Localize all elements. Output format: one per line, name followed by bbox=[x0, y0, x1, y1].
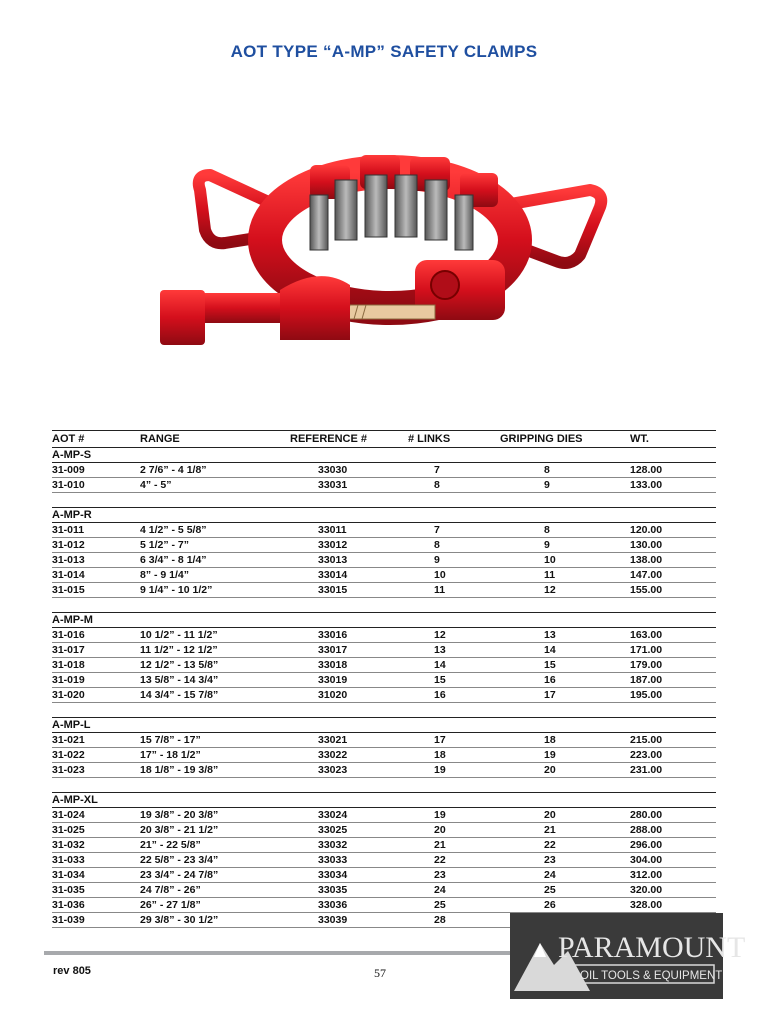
cell-aot-number: 31-014 bbox=[52, 568, 140, 583]
cell-links: 12 bbox=[408, 628, 500, 643]
cell-aot-number: 31-021 bbox=[52, 733, 140, 748]
group-spacer bbox=[52, 703, 716, 718]
cell-weight: 179.00 bbox=[630, 658, 716, 673]
group-spacer bbox=[52, 778, 716, 793]
cell-gripping-dies: 14 bbox=[500, 643, 630, 658]
table-row bbox=[52, 463, 716, 478]
cell-aot-number: 31-016 bbox=[52, 628, 140, 643]
cell-links: 17 bbox=[408, 733, 500, 748]
cell-gripping-dies: 9 bbox=[500, 478, 630, 493]
cell-reference-number: 33023 bbox=[290, 763, 408, 778]
cell-gripping-dies: 12 bbox=[500, 583, 630, 598]
clamp-spec-table bbox=[52, 430, 716, 928]
group-name: A-MP-S bbox=[52, 448, 716, 463]
table-row bbox=[52, 868, 716, 883]
group-name: A-MP-R bbox=[52, 508, 716, 523]
table-row bbox=[52, 658, 716, 673]
cell-gripping-dies: 22 bbox=[500, 838, 630, 853]
cell-weight: 163.00 bbox=[630, 628, 716, 643]
cell-range: 22 5/8” - 23 3/4” bbox=[140, 853, 290, 868]
cell-aot-number: 31-009 bbox=[52, 463, 140, 478]
cell-aot-number: 31-024 bbox=[52, 808, 140, 823]
cell-links: 19 bbox=[408, 763, 500, 778]
cell-links: 13 bbox=[408, 643, 500, 658]
cell-weight: 215.00 bbox=[630, 733, 716, 748]
table-row bbox=[52, 688, 716, 703]
paramount-logo bbox=[510, 913, 746, 999]
group-name: A-MP-L bbox=[52, 718, 716, 733]
table-row bbox=[52, 838, 716, 853]
cell-reference-number: 33014 bbox=[290, 568, 408, 583]
cell-weight: 187.00 bbox=[630, 673, 716, 688]
cell-reference-number: 33019 bbox=[290, 673, 408, 688]
cell-range: 5 1/2” - 7” bbox=[140, 538, 290, 553]
cell-gripping-dies: 20 bbox=[500, 808, 630, 823]
cell-range: 4 1/2” - 5 5/8” bbox=[140, 523, 290, 538]
cell-links: 18 bbox=[408, 748, 500, 763]
table-row bbox=[52, 748, 716, 763]
cell-reference-number: 33021 bbox=[290, 733, 408, 748]
spacer-cell bbox=[52, 493, 716, 508]
cell-reference-number: 33030 bbox=[290, 463, 408, 478]
cell-gripping-dies: 10 bbox=[500, 553, 630, 568]
cell-aot-number: 31-032 bbox=[52, 838, 140, 853]
cell-links: 7 bbox=[408, 523, 500, 538]
cell-range: 10 1/2” - 11 1/2” bbox=[140, 628, 290, 643]
cell-links: 21 bbox=[408, 838, 500, 853]
cell-aot-number: 31-010 bbox=[52, 478, 140, 493]
cell-links: 19 bbox=[408, 808, 500, 823]
cell-range: 20 3/8” - 21 1/2” bbox=[140, 823, 290, 838]
cell-weight: 147.00 bbox=[630, 568, 716, 583]
cell-aot-number: 31-013 bbox=[52, 553, 140, 568]
cell-links: 25 bbox=[408, 898, 500, 913]
cell-aot-number: 31-019 bbox=[52, 673, 140, 688]
cell-reference-number: 33034 bbox=[290, 868, 408, 883]
group-header-row bbox=[52, 613, 716, 628]
table-row bbox=[52, 823, 716, 838]
cell-reference-number: 33033 bbox=[290, 853, 408, 868]
cell-links: 28 bbox=[408, 913, 500, 928]
cell-weight: 133.00 bbox=[630, 478, 716, 493]
cell-gripping-dies: 23 bbox=[500, 853, 630, 868]
cell-links: 8 bbox=[408, 538, 500, 553]
header-gripping-dies: GRIPPING DIES bbox=[500, 431, 630, 448]
table-row bbox=[52, 628, 716, 643]
cell-links: 9 bbox=[408, 553, 500, 568]
cell-gripping-dies: 25 bbox=[500, 883, 630, 898]
cell-range: 8” - 9 1/4” bbox=[140, 568, 290, 583]
group-header-row bbox=[52, 508, 716, 523]
cell-links: 22 bbox=[408, 853, 500, 868]
cell-links: 24 bbox=[408, 883, 500, 898]
cell-range: 19 3/8” - 20 3/8” bbox=[140, 808, 290, 823]
cell-gripping-dies: 11 bbox=[500, 568, 630, 583]
header-range: RANGE bbox=[140, 431, 290, 448]
cell-weight: 155.00 bbox=[630, 583, 716, 598]
cell-aot-number: 31-018 bbox=[52, 658, 140, 673]
cell-links: 8 bbox=[408, 478, 500, 493]
table-row bbox=[52, 583, 716, 598]
cell-weight: 128.00 bbox=[630, 463, 716, 478]
cell-gripping-dies: 21 bbox=[500, 823, 630, 838]
table-row bbox=[52, 883, 716, 898]
table-body bbox=[52, 448, 716, 928]
page-number: 57 bbox=[374, 966, 386, 980]
cell-reference-number: 33032 bbox=[290, 838, 408, 853]
cell-weight: 320.00 bbox=[630, 883, 716, 898]
group-header-row bbox=[52, 793, 716, 808]
cell-range: 11 1/2” - 12 1/2” bbox=[140, 643, 290, 658]
cell-links: 23 bbox=[408, 868, 500, 883]
cell-weight: 288.00 bbox=[630, 823, 716, 838]
cell-reference-number: 33015 bbox=[290, 583, 408, 598]
cell-gripping-dies: 15 bbox=[500, 658, 630, 673]
spacer-cell bbox=[52, 778, 716, 793]
cell-weight: 312.00 bbox=[630, 868, 716, 883]
cell-reference-number: 33039 bbox=[290, 913, 408, 928]
footer-rule bbox=[44, 951, 514, 955]
cell-weight: 138.00 bbox=[630, 553, 716, 568]
table-row bbox=[52, 733, 716, 748]
cell-range: 15 7/8” - 17” bbox=[140, 733, 290, 748]
group-header-row bbox=[52, 448, 716, 463]
cell-gripping-dies: 8 bbox=[500, 463, 630, 478]
cell-weight: 195.00 bbox=[630, 688, 716, 703]
cell-links: 15 bbox=[408, 673, 500, 688]
cell-range: 12 1/2” - 13 5/8” bbox=[140, 658, 290, 673]
cell-weight: 120.00 bbox=[630, 523, 716, 538]
spacer-cell bbox=[52, 703, 716, 718]
header-links: # LINKS bbox=[408, 431, 500, 448]
cell-aot-number: 31-025 bbox=[52, 823, 140, 838]
cell-range: 13 5/8” - 14 3/4” bbox=[140, 673, 290, 688]
cell-gripping-dies: 8 bbox=[500, 523, 630, 538]
cell-aot-number: 31-035 bbox=[52, 883, 140, 898]
header-weight: WT. bbox=[630, 431, 716, 448]
cell-range: 9 1/4” - 10 1/2” bbox=[140, 583, 290, 598]
cell-reference-number: 33013 bbox=[290, 553, 408, 568]
header-aot-number: AOT # bbox=[52, 431, 140, 448]
group-spacer bbox=[52, 598, 716, 613]
cell-gripping-dies: 9 bbox=[500, 538, 630, 553]
cell-reference-number: 33036 bbox=[290, 898, 408, 913]
clamp-spec-table-wrapper bbox=[52, 430, 716, 928]
cell-range: 24 7/8” - 26” bbox=[140, 883, 290, 898]
cell-aot-number: 31-022 bbox=[52, 748, 140, 763]
cell-range: 18 1/8” - 19 3/8” bbox=[140, 763, 290, 778]
page-title: AOT TYPE “A-MP” SAFETY CLAMPS bbox=[230, 42, 538, 61]
cell-aot-number: 31-011 bbox=[52, 523, 140, 538]
cell-range: 4” - 5” bbox=[140, 478, 290, 493]
table-row bbox=[52, 673, 716, 688]
cell-aot-number: 31-036 bbox=[52, 898, 140, 913]
cell-links: 7 bbox=[408, 463, 500, 478]
cell-range: 29 3/8” - 30 1/2” bbox=[140, 913, 290, 928]
cell-links: 11 bbox=[408, 583, 500, 598]
cell-aot-number: 31-034 bbox=[52, 868, 140, 883]
cell-aot-number: 31-017 bbox=[52, 643, 140, 658]
group-header-row bbox=[52, 718, 716, 733]
cell-reference-number: 33011 bbox=[290, 523, 408, 538]
cell-links: 16 bbox=[408, 688, 500, 703]
cell-aot-number: 31-033 bbox=[52, 853, 140, 868]
table-row bbox=[52, 853, 716, 868]
cell-weight: 231.00 bbox=[630, 763, 716, 778]
cell-reference-number: 33012 bbox=[290, 538, 408, 553]
cell-gripping-dies: 18 bbox=[500, 733, 630, 748]
cell-gripping-dies: 19 bbox=[500, 748, 630, 763]
cell-aot-number: 31-020 bbox=[52, 688, 140, 703]
cell-range: 2 7/6” - 4 1/8” bbox=[140, 463, 290, 478]
cell-range: 14 3/4” - 15 7/8” bbox=[140, 688, 290, 703]
group-name: A-MP-XL bbox=[52, 793, 716, 808]
cell-reference-number: 33016 bbox=[290, 628, 408, 643]
cell-weight: 280.00 bbox=[630, 808, 716, 823]
cell-range: 6 3/4” - 8 1/4” bbox=[140, 553, 290, 568]
cell-links: 10 bbox=[408, 568, 500, 583]
cell-weight: 223.00 bbox=[630, 748, 716, 763]
cell-weight: 328.00 bbox=[630, 898, 716, 913]
cell-reference-number: 33025 bbox=[290, 823, 408, 838]
cell-gripping-dies: 16 bbox=[500, 673, 630, 688]
cell-aot-number: 31-015 bbox=[52, 583, 140, 598]
logo-wordmark: PARAMOUNT bbox=[558, 931, 746, 964]
group-name: A-MP-M bbox=[52, 613, 716, 628]
cell-gripping-dies: 17 bbox=[500, 688, 630, 703]
cell-aot-number: 31-012 bbox=[52, 538, 140, 553]
table-row bbox=[52, 553, 716, 568]
revision-label: rev 805 bbox=[53, 965, 91, 977]
cell-range: 26” - 27 1/8” bbox=[140, 898, 290, 913]
cell-weight: 304.00 bbox=[630, 853, 716, 868]
cell-links: 20 bbox=[408, 823, 500, 838]
cell-reference-number: 33017 bbox=[290, 643, 408, 658]
table-row bbox=[52, 478, 716, 493]
cell-weight: 296.00 bbox=[630, 838, 716, 853]
logo-tagline: OIL TOOLS & EQUIPMENT bbox=[580, 970, 723, 982]
cell-weight: 171.00 bbox=[630, 643, 716, 658]
table-row bbox=[52, 898, 716, 913]
cell-reference-number: 33031 bbox=[290, 478, 408, 493]
cell-weight: 130.00 bbox=[630, 538, 716, 553]
table-row bbox=[52, 763, 716, 778]
cell-aot-number: 31-039 bbox=[52, 913, 140, 928]
header-reference-number: REFERENCE # bbox=[290, 431, 408, 448]
cell-reference-number: 31020 bbox=[290, 688, 408, 703]
table-row bbox=[52, 643, 716, 658]
safety-clamp-photo bbox=[160, 145, 610, 360]
table-row bbox=[52, 808, 716, 823]
table-row bbox=[52, 523, 716, 538]
cell-range: 17” - 18 1/2” bbox=[140, 748, 290, 763]
cell-links: 14 bbox=[408, 658, 500, 673]
table-header-row bbox=[52, 431, 716, 448]
cell-gripping-dies: 24 bbox=[500, 868, 630, 883]
cell-range: 23 3/4” - 24 7/8” bbox=[140, 868, 290, 883]
cell-gripping-dies: 20 bbox=[500, 763, 630, 778]
group-spacer bbox=[52, 493, 716, 508]
cell-reference-number: 33024 bbox=[290, 808, 408, 823]
cell-reference-number: 33022 bbox=[290, 748, 408, 763]
cell-reference-number: 33018 bbox=[290, 658, 408, 673]
cell-aot-number: 31-023 bbox=[52, 763, 140, 778]
spacer-cell bbox=[52, 598, 716, 613]
cell-gripping-dies: 26 bbox=[500, 898, 630, 913]
cell-reference-number: 33035 bbox=[290, 883, 408, 898]
table-row bbox=[52, 568, 716, 583]
cell-range: 21” - 22 5/8” bbox=[140, 838, 290, 853]
cell-gripping-dies: 13 bbox=[500, 628, 630, 643]
table-row bbox=[52, 538, 716, 553]
